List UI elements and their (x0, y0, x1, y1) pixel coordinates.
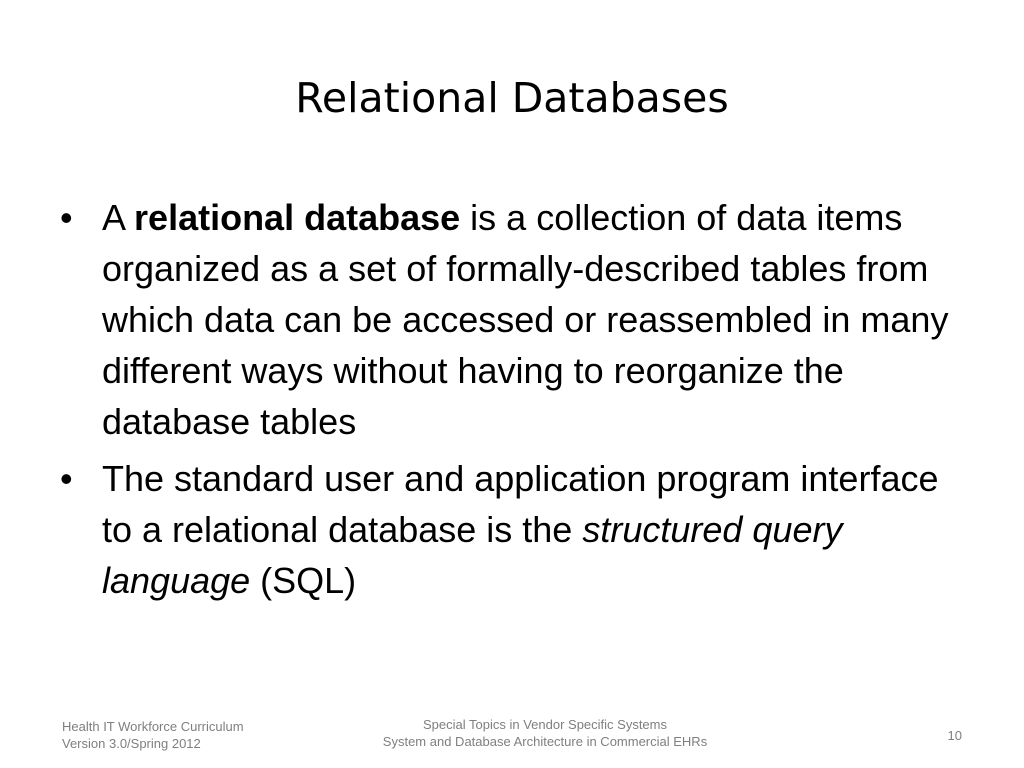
bullet-text-post: (SQL) (250, 560, 357, 601)
bullet-text-bold: relational database (134, 197, 461, 238)
bullet-list (58, 192, 988, 612)
bullet-text-italic: structured query language (102, 509, 843, 601)
footer-curriculum-line2: Version 3.0/Spring 2012 (62, 736, 201, 751)
bullet-icon: • (60, 458, 73, 499)
bullet-text-pre: The standard user and application program interface to a relational database is the (102, 458, 939, 550)
bullet-item (58, 192, 982, 447)
footer-curriculum (62, 718, 244, 752)
footer-curriculum-line1: Health IT Workforce Curriculum (62, 719, 244, 734)
page-number: 10 (947, 728, 962, 743)
footer-course-line2: System and Database Architecture in Commercial EHRs (382, 734, 708, 749)
bullet-item (58, 453, 962, 606)
bullet-text-pre: A (102, 197, 135, 238)
footer-course-line1: Special Topics in Vendor Specific Systems (423, 717, 667, 732)
slide-title: Relational Databases (295, 74, 729, 122)
footer-course (300, 716, 790, 750)
bullet-text-post: is a collection of data items organized as a set of formally-described tables from which data can be accessed or reassembled in many different ways without having to reorganize the database tables (102, 197, 949, 442)
bullet-icon: • (60, 197, 73, 238)
